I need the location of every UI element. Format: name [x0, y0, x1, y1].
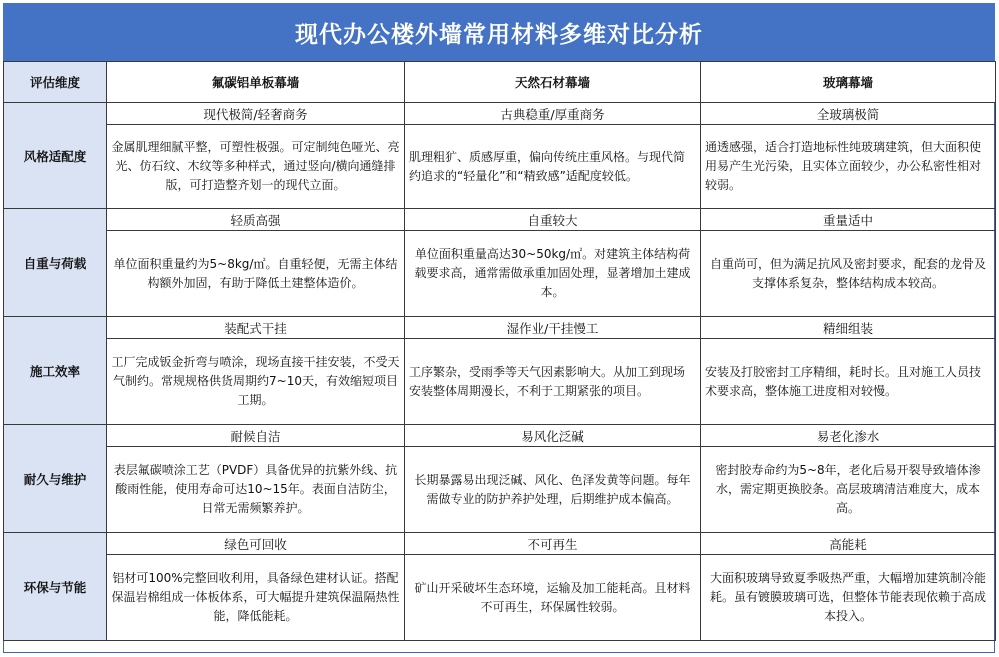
- table-row-desc: [4, 125, 996, 209]
- table-row-desc: [4, 555, 996, 641]
- desc-cell: 工厂完成钣金折弯与喷涂，现场直接干挂安装，不受天气制约。常规规格供货周期约7~10天，有效缩短项目工期。: [107, 339, 405, 425]
- desc-cell: 安装及打胶密封工序精细，耗时长。且对施工人员技术要求高，整体施工进度相对较慢。: [701, 339, 996, 425]
- comparison-table: [3, 61, 996, 641]
- table-row-desc: [4, 339, 996, 425]
- tag-cell: 轻质高强: [107, 209, 405, 231]
- tag-cell: 高能耗: [701, 533, 996, 555]
- tag-cell: 精细组装: [701, 317, 996, 339]
- desc-cell: 表层氟碳喷涂工艺（PVDF）具备优异的抗紫外线、抗酸雨性能，使用寿命可达10~15年。表面自洁防尘，日常无需频繁养护。: [107, 447, 405, 533]
- tag-cell: 绿色可回收: [107, 533, 405, 555]
- tag-cell: 湿作业/干挂慢工: [405, 317, 701, 339]
- table-row-desc: [4, 231, 996, 317]
- desc-cell: 自重尚可，但为满足抗风及密封要求，配套的龙骨及支撑体系复杂，整体结构成本较高。: [701, 231, 996, 317]
- tag-cell: 装配式干挂: [107, 317, 405, 339]
- table-row-tag: [4, 103, 996, 125]
- desc-cell: 矿山开采破坏生态环境，运输及加工能耗高。且材料不可再生，环保属性较弱。: [405, 555, 701, 641]
- tag-cell: 易老化渗水: [701, 425, 996, 447]
- header-col3: 玻璃幕墙: [701, 62, 996, 103]
- header-row: [4, 62, 996, 103]
- row-dimension: 耐久与维护: [4, 425, 107, 533]
- tag-cell: 现代极简/轻奢商务: [107, 103, 405, 125]
- header-col1: 氟碳铝单板幕墙: [107, 62, 405, 103]
- table-row-tag: [4, 425, 996, 447]
- table-row-desc: [4, 447, 996, 533]
- tag-cell: 自重较大: [405, 209, 701, 231]
- desc-cell: 工序繁杂，受雨季等天气因素影响大。从加工到现场安装整体周期漫长，不利于工期紧张的项目。: [405, 339, 701, 425]
- header-dimension: 评估维度: [4, 62, 107, 103]
- desc-cell: 单位面积重量高达30~50kg/㎡。对建筑主体结构荷载要求高，通常需做承重加固处理，显著增加土建成本。: [405, 231, 701, 317]
- tag-cell: 全玻璃极简: [701, 103, 996, 125]
- desc-cell: 大面积玻璃导致夏季吸热严重，大幅增加建筑制冷能耗。虽有镀膜玻璃可选，但整体节能表现依赖于高成本投入。: [701, 555, 996, 641]
- desc-cell: 金属肌理细腻平整，可塑性极强。可定制纯色哑光、亮光、仿石纹、木纹等多种样式，通过竖向/横向通缝排版，可打造整齐划一的现代立面。: [107, 125, 405, 209]
- table-row-tag: [4, 533, 996, 555]
- tag-cell: 易风化泛碱: [405, 425, 701, 447]
- table-row-tag: [4, 317, 996, 339]
- tag-cell: 古典稳重/厚重商务: [405, 103, 701, 125]
- tag-cell: 不可再生: [405, 533, 701, 555]
- row-dimension: 自重与荷载: [4, 209, 107, 317]
- row-dimension: 施工效率: [4, 317, 107, 425]
- tag-cell: 重量适中: [701, 209, 996, 231]
- desc-cell: 铝材可100%完整回收利用，具备绿色建材认证。搭配保温岩棉组成一体板体系，可大幅提升建筑保温隔热性能，降低能耗。: [107, 555, 405, 641]
- row-dimension: 风格适配度: [4, 103, 107, 209]
- header-col2: 天然石材幕墙: [405, 62, 701, 103]
- tag-cell: 耐候自洁: [107, 425, 405, 447]
- row-dimension: 环保与节能: [4, 533, 107, 641]
- page-title: 现代办公楼外墙常用材料多维对比分析: [3, 3, 995, 61]
- desc-cell: 单位面积重量约为5~8kg/㎡。自重轻便，无需主体结构额外加固，有助于降低土建整体造价。: [107, 231, 405, 317]
- desc-cell: 长期暴露易出现泛碱、风化、色泽发黄等问题。每年需做专业的防护养护处理，后期维护成本偏高。: [405, 447, 701, 533]
- desc-cell: 通透感强，适合打造地标性纯玻璃建筑，但大面积使用易产生光污染，且实体立面较少，办公私密性相对较弱。: [701, 125, 996, 209]
- desc-cell: 肌理粗犷、质感厚重，偏向传统庄重风格。与现代简约追求的“轻量化”和“精致感”适配度较低。: [405, 125, 701, 209]
- table-row-tag: [4, 209, 996, 231]
- desc-cell: 密封胶寿命约为5~8年，老化后易开裂导致墙体渗水，需定期更换胶条。高层玻璃清洁难度大，成本高。: [701, 447, 996, 533]
